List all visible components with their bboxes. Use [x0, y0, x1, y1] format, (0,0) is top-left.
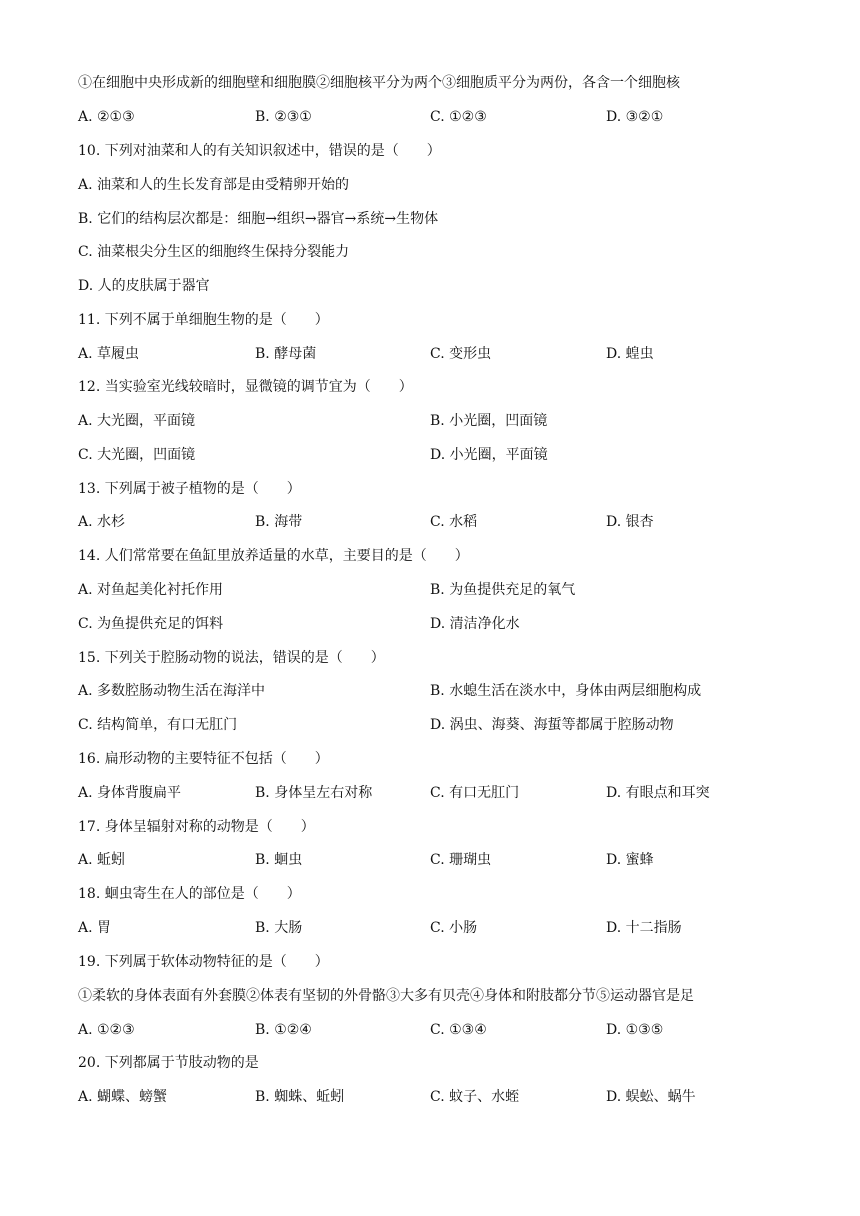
q16-option-a: A. 身体背腹扁平: [78, 785, 182, 801]
q16-options: [78, 781, 778, 805]
q19-stem: ①柔软的身体表面有外套膜②体表有坚韧的外骨骼③大多有贝壳④身体和附肢都分节⑤运动器官是足: [78, 988, 694, 1004]
q10-option-c: C. 油菜根尖分生区的细胞终生保持分裂能力: [78, 244, 350, 260]
q12-options-row1: [78, 409, 778, 433]
q12-option-a: A. 大光圈，平面镜: [78, 413, 196, 429]
q9-stem: ①在细胞中央形成新的细胞壁和细胞膜②细胞核平分为两个③细胞质平分为两份，各含一个细胞核: [78, 75, 680, 91]
q18-option-b: B. 大肠: [255, 920, 303, 936]
q15-option-c: C. 结构简单，有口无肛门: [78, 717, 238, 733]
q11-option-a: A. 草履虫: [78, 346, 140, 362]
q18-options: [78, 916, 778, 940]
q20-option-b: B. 蜘蛛、蚯蚓: [255, 1089, 345, 1105]
q20-option-c: C. 蚊子、水蛭: [430, 1089, 520, 1105]
q11-title: 11. 下列不属于单细胞生物的是（ ）: [78, 312, 329, 328]
q20-options: [78, 1085, 778, 1109]
q20-title: 20. 下列都属于节肢动物的是: [78, 1055, 259, 1071]
q20-option-d: D. 蜈蚣、蜗牛: [606, 1089, 696, 1105]
q15-options-row2: [78, 713, 778, 737]
q15-option-a: A. 多数腔肠动物生活在海洋中: [78, 683, 266, 699]
q16-option-c: C. 有口无肛门: [430, 785, 520, 801]
q14-option-c: C. 为鱼提供充足的饵料: [78, 616, 224, 632]
q14-title: 14. 人们常常要在鱼缸里放养适量的水草，主要目的是（ ）: [78, 548, 469, 564]
q16-option-d: D. 有眼点和耳突: [606, 785, 710, 801]
q9-option-b: B. ②③①: [255, 109, 312, 125]
q16-option-b: B. 身体呈左右对称: [255, 785, 373, 801]
q15-option-d: D. 涡虫、海葵、海蜇等都属于腔肠动物: [430, 717, 674, 733]
q15-option-b: B. 水螅生活在淡水中，身体由两层细胞构成: [430, 683, 702, 699]
q12-option-d: D. 小光圈，平面镜: [430, 447, 548, 463]
q18-option-d: D. 十二指肠: [606, 920, 682, 936]
q18-title: 18. 蛔虫寄生在人的部位是（ ）: [78, 886, 301, 902]
q19-options: [78, 1018, 778, 1042]
q13-option-a: A. 水杉: [78, 514, 126, 530]
q10-title: 10. 下列对油菜和人的有关知识叙述中，错误的是（ ）: [78, 143, 441, 159]
q14-options-row2: [78, 612, 778, 636]
q19-title: 19. 下列属于软体动物特征的是（ ）: [78, 954, 329, 970]
q10-option-b: B. 它们的结构层次都是：细胞→组织→器官→系统→生物体: [78, 211, 439, 227]
q14-options-row1: [78, 578, 778, 602]
q19-option-d: D. ①③⑤: [606, 1022, 664, 1038]
q17-option-c: C. 珊瑚虫: [430, 852, 492, 868]
q13-title: 13. 下列属于被子植物的是（ ）: [78, 481, 301, 497]
q13-option-b: B. 海带: [255, 514, 303, 530]
q18-option-a: A. 胃: [78, 920, 112, 936]
q18-option-c: C. 小肠: [430, 920, 478, 936]
q17-option-d: D. 蜜蜂: [606, 852, 654, 868]
q11-options: [78, 342, 778, 366]
q16-title: 16. 扁形动物的主要特征不包括（ ）: [78, 751, 329, 767]
q15-options-row1: [78, 679, 778, 703]
q11-option-b: B. 酵母菌: [255, 346, 317, 362]
q12-option-c: C. 大光圈，凹面镜: [78, 447, 196, 463]
q10-option-d: D. 人的皮肤属于器官: [78, 278, 210, 294]
q14-option-a: A. 对鱼起美化衬托作用: [78, 582, 224, 598]
q10-option-a: A. 油菜和人的生长发育部是由受精卵开始的: [78, 177, 350, 193]
q14-option-d: D. 清洁净化水: [430, 616, 520, 632]
q12-title: 12. 当实验室光线较暗时，显微镜的调节宜为（ ）: [78, 379, 413, 395]
q17-title: 17. 身体呈辐射对称的动物是（ ）: [78, 819, 315, 835]
q9-option-c: C. ①②③: [430, 109, 487, 125]
q13-option-c: C. 水稻: [430, 514, 478, 530]
q19-option-c: C. ①③④: [430, 1022, 487, 1038]
q13-option-d: D. 银杏: [606, 514, 654, 530]
q12-option-b: B. 小光圈，凹面镜: [430, 413, 548, 429]
q13-options: [78, 510, 778, 534]
q9-option-d: D. ③②①: [606, 109, 664, 125]
q17-option-b: B. 蛔虫: [255, 852, 303, 868]
q15-title: 15. 下列关于腔肠动物的说法，错误的是（ ）: [78, 650, 385, 666]
q9-options: [78, 105, 778, 129]
q11-option-d: D. 蝗虫: [606, 346, 654, 362]
q9-option-a: A. ②①③: [78, 109, 135, 125]
q11-option-c: C. 变形虫: [430, 346, 492, 362]
q20-option-a: A. 蝴蝶、螃蟹: [78, 1089, 168, 1105]
q12-options-row2: [78, 443, 778, 467]
q19-option-a: A. ①②③: [78, 1022, 135, 1038]
q17-options: [78, 848, 778, 872]
q17-option-a: A. 蚯蚓: [78, 852, 126, 868]
q14-option-b: B. 为鱼提供充足的氧气: [430, 582, 576, 598]
q19-option-b: B. ①②④: [255, 1022, 312, 1038]
